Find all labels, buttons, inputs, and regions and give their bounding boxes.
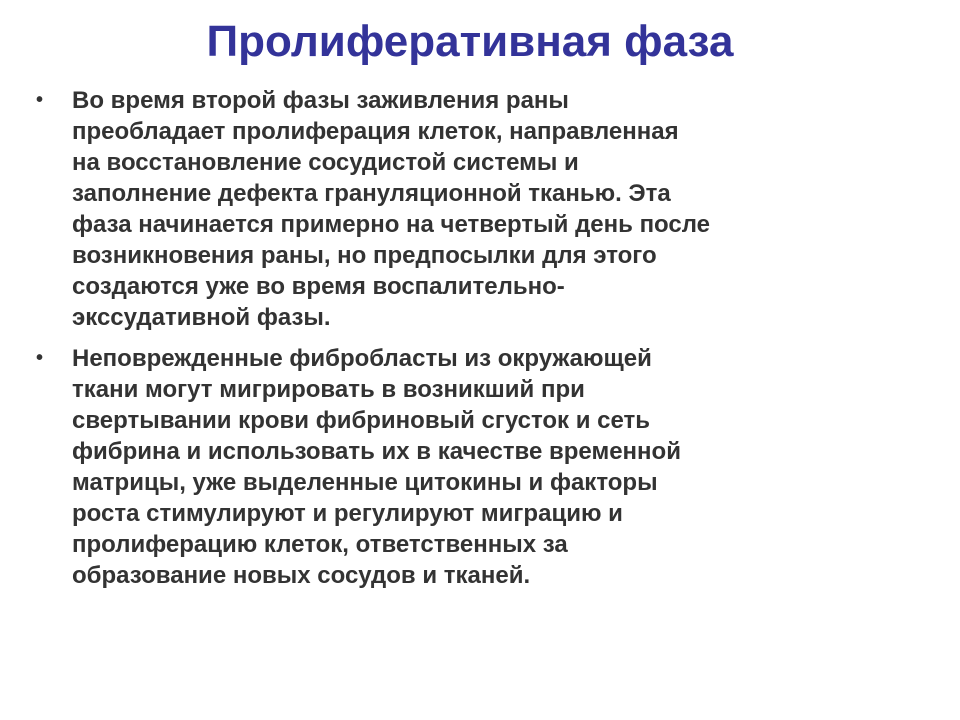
bullet-text-line: роста стимулируют и регулируют миграцию и <box>72 500 623 527</box>
bullet-text-line: фибрина и использовать их в качестве временной <box>72 438 681 465</box>
bullet-text-line: экссудативной фазы. <box>72 304 331 331</box>
bullet-text-line: образование новых сосудов и тканей. <box>72 562 531 589</box>
bullet-text-line: Неповрежденные фибробласты из окружающей <box>72 345 652 372</box>
bullet-text-line: Во время второй фазы заживления раны <box>72 87 569 114</box>
bullet-dot-icon: • <box>36 89 44 111</box>
bullet-text-line: матрицы, уже выделенные цитокины и факторы <box>72 469 658 496</box>
bullet-text-line: создаются уже во время воспалительно- <box>72 273 565 300</box>
bullet-list <box>36 85 916 601</box>
bullet-text-line: преобладает пролиферация клеток, направленная <box>72 118 679 145</box>
bullet-text-line: заполнение дефекта грануляционной тканью. Эта <box>72 180 671 207</box>
bullet-text-line: фаза начинается примерно на четвертый день после <box>72 211 711 238</box>
bullet-item <box>36 85 916 333</box>
bullet-item <box>36 343 916 591</box>
bullet-dot-icon: • <box>36 347 44 369</box>
bullet-text-line: на восстановление сосудистой системы и <box>72 149 579 176</box>
bullet-text-line: свертывании крови фибриновый сгусток и сеть <box>72 407 651 434</box>
bullet-text-line: возникновения раны, но предпосылки для этого <box>72 242 657 269</box>
bullet-text-line: пролиферацию клеток, ответственных за <box>72 531 568 558</box>
bullet-text-line: ткани могут мигрировать в возникший при <box>72 376 585 403</box>
slide-title: Пролиферативная фаза <box>206 17 734 66</box>
